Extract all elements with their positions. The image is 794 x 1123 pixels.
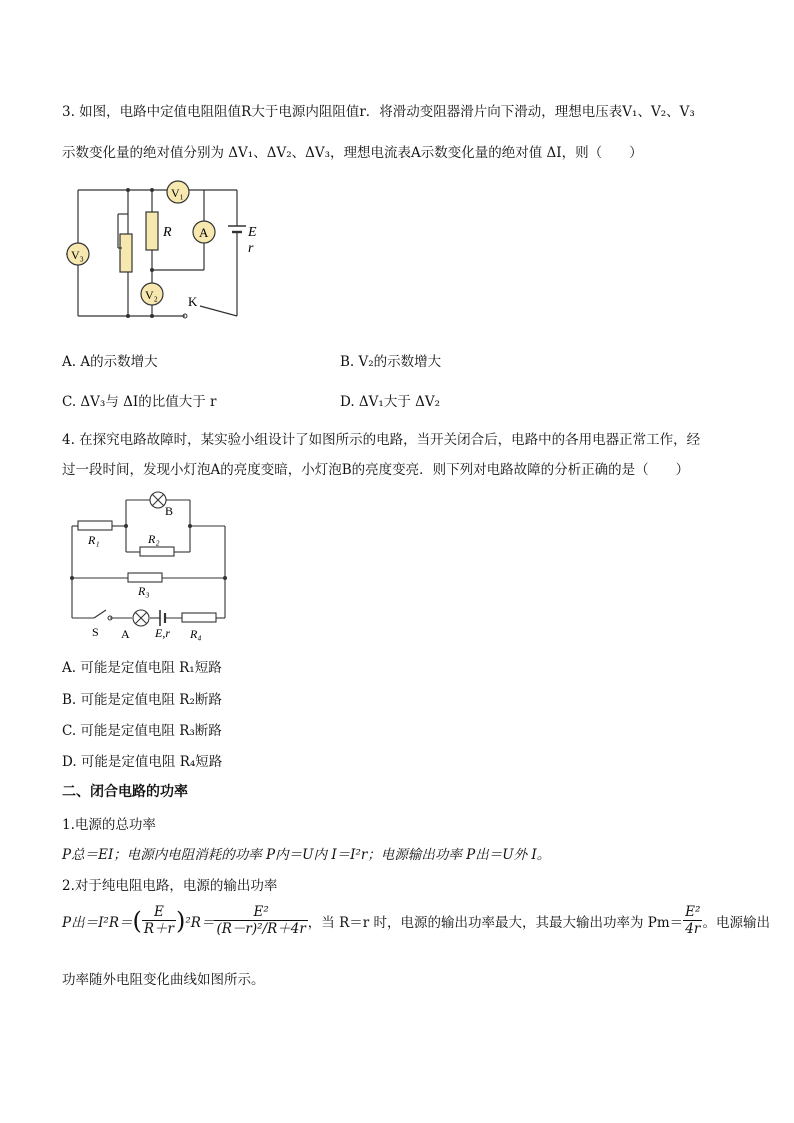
q4-r2-label: R₂ [148,532,160,546]
q3-stem-line2: 示数变化量的绝对值分别为 ΔV₁、ΔV₂、ΔV₃，理想电流表A示数变化量的绝对值 ΔI，则（ ） [62,145,643,161]
q3-option-d[interactable]: D. ΔV₁大于 ΔV₂ [340,394,441,410]
frac2-den: (R－r)²/R＋4r [216,921,306,937]
formula-frac2 [214,904,307,937]
formula-paren-close: ) [176,906,186,935]
q4-r4-label: R₄ [190,627,202,641]
last-line: 功率随外电阻变化曲线如图所示。 [62,972,265,988]
q4-option-b[interactable]: B. 可能是定值电阻 R₂断路 [62,692,222,708]
q4-option-c[interactable]: C. 可能是定值电阻 R₃断路 [62,723,222,739]
q3-v3-label: V₃ [71,248,84,262]
item2-title: 2.对于纯电阻电路，电源的输出功率 [62,878,278,894]
formula-mid: ²R＝ [185,914,215,931]
section-heading: 二、闭合电路的功率 [62,784,188,800]
q4-lamp-a-label: A [121,627,130,641]
formula-text: ，当 R＝r 时，电源的输出功率最大，其最大输出功率为 Pm＝ [307,914,684,931]
output-power-formula [62,904,770,937]
q4-source-label: E,r [155,626,170,640]
q3-option-c[interactable]: C. ΔV₃与 ΔI的比值大于 r [62,394,217,410]
formula-frac3 [683,904,702,937]
q3-switch-label: K [188,294,198,309]
q4-stem-line2: 过一段时间，发现小灯泡A的亮度变暗，小灯泡B的亮度变亮．则下列对电路故障的分析正确的是（ ） [62,462,690,478]
formula-frac1 [142,904,176,937]
frac1-den: R＋r [143,921,174,937]
formula-tail: 。电源输出 [702,914,770,931]
q3-option-b[interactable]: B. V₂的示数增大 [340,354,442,370]
q3-v1-label: V₁ [171,186,184,200]
q4-lamp-b-label: B [165,504,174,518]
q3-ammeter-label: A [199,225,209,240]
frac1-num: E [142,904,176,921]
frac3-num: E² [685,904,701,920]
formula-paren-open: ( [132,906,142,935]
frac3-den: 4r [685,921,701,937]
q4-r3-label: R₃ [138,584,150,598]
q4-circuit-diagram [62,488,237,643]
q3-option-a[interactable]: A. A的示数增大 [62,354,158,370]
q4-stem-line1: 4. 在探究电路故障时，某实验小组设计了如图所示的电路，当开关闭合后，电路中的各用电器正常工作，经 [62,432,701,448]
q4-option-a[interactable]: A. 可能是定值电阻 R₁短路 [62,660,222,676]
q3-r-label: R [163,225,172,240]
q3-rint-label: r [248,241,254,256]
item1-title: 1.电源的总功率 [62,817,156,833]
q3-circuit-diagram [60,178,260,328]
formula-lhs: P出＝I²R＝ [62,914,133,931]
frac2-num: E² [214,904,307,921]
q3-e-label: E [248,225,257,240]
q4-r1-label: R₁ [88,533,100,547]
q4-switch-label: S [92,625,99,639]
item1-text: P总＝EI；电源内电阻消耗的功率 P内＝U内 I＝I²r；电源输出功率 P出＝U外 I。 [62,847,551,863]
q4-option-d[interactable]: D. 可能是定值电阻 R₄短路 [62,754,223,770]
q3-stem-line1: 3. 如图，电路中定值电阻阻值R大于电源内阻阻值r．将滑动变阻器滑片向下滑动，理想电压表V₁、V₂、V₃ [62,104,695,120]
q3-v2-label: V₂ [145,288,158,302]
